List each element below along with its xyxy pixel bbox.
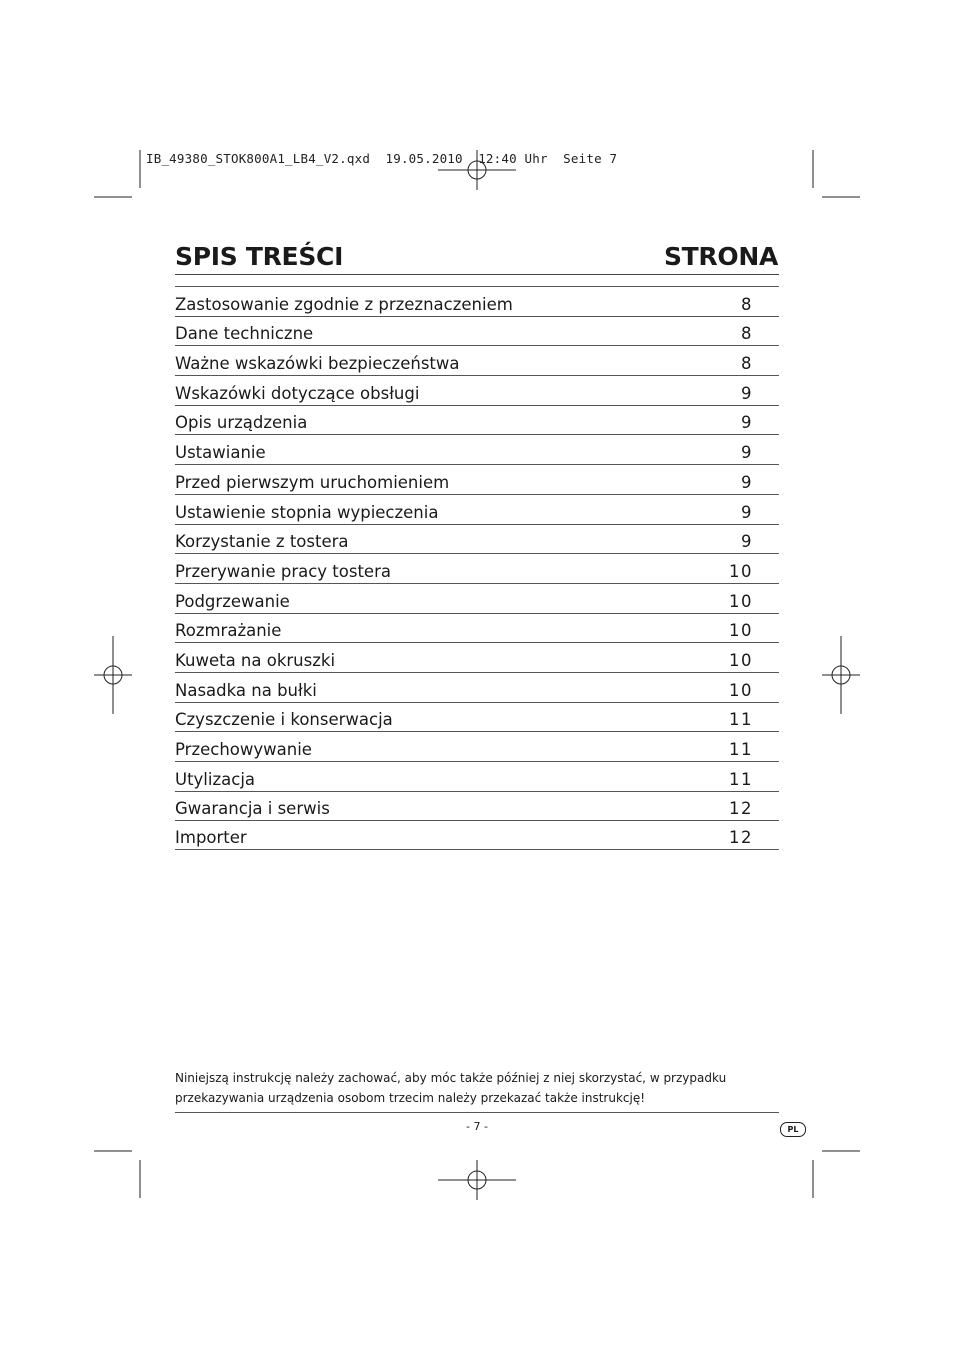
toc-entry-label: Kuweta na okruszki	[175, 650, 336, 670]
toc-entry-page: 8	[741, 324, 753, 344]
toc-entry	[175, 791, 779, 821]
title-divider	[175, 274, 779, 275]
toc-entry-label: Rozmrażanie	[175, 621, 282, 641]
toc-entry-page: 10	[729, 561, 753, 581]
toc-entry-page: 8	[741, 354, 753, 374]
toc-entry-page: 10	[729, 680, 753, 700]
toc-entry	[175, 583, 779, 613]
toc-entry-label: Podgrzewanie	[175, 591, 290, 611]
toc-entry-page: 9	[741, 443, 753, 463]
toc-entry	[175, 553, 779, 583]
toc-entry	[175, 405, 779, 435]
toc-entry-label: Gwarancja i serwis	[175, 799, 330, 819]
footer-note	[175, 1069, 735, 1108]
toc-entry-label: Zastosowanie zgodnie z przeznaczeniem	[175, 294, 513, 314]
footer-note-line: przekazywania urządzenia osobom trzecim należy przekazać także instrukcję!	[175, 1090, 646, 1105]
toc-entry	[175, 761, 779, 791]
toc-entry-page: 12	[729, 799, 753, 819]
toc-entry-page: 10	[729, 591, 753, 611]
toc-entry-label: Dane techniczne	[175, 324, 314, 344]
file-info-header: IB_49380_STOK800A1_LB4_V2.qxd 19.05.2010 12:40 Uhr Seite 7	[146, 151, 618, 166]
toc-entry-label: Wskazówki dotyczące obsługi	[175, 383, 420, 403]
toc-entry-page: 11	[729, 740, 753, 759]
toc-entry	[175, 672, 779, 702]
footer-note-line: Niniejszą instrukcję należy zachować, aby móc także później z niej skorzystać, w przypadku	[175, 1071, 727, 1085]
toc-entry-label: Ustawianie	[175, 443, 266, 463]
toc-entry-label: Opis urządzenia	[175, 413, 308, 433]
footer-divider	[175, 1112, 779, 1113]
toc-entry-page: 8	[741, 294, 753, 314]
toc-entry	[175, 731, 779, 761]
toc-entry-label: Czyszczenie i konserwacja	[175, 710, 393, 730]
toc-entry	[175, 434, 779, 464]
toc-entry-page: 10	[729, 621, 753, 641]
registration-mark-bottom	[438, 1160, 516, 1200]
toc-entry	[175, 375, 779, 405]
toc-entry	[175, 642, 779, 672]
toc-entry-label: Ustawienie stopnia wypieczenia	[175, 502, 439, 522]
language-badge: PL	[780, 1122, 806, 1137]
toc-entry-label: Utylizacja	[175, 769, 256, 789]
registration-mark-right	[822, 636, 860, 714]
toc-entry-label: Przerywanie pracy tostera	[175, 561, 391, 581]
toc-entry	[175, 345, 779, 375]
toc-entry	[175, 494, 779, 524]
toc-entry-page: 9	[741, 532, 753, 552]
toc-entry-page: 9	[741, 413, 753, 433]
toc-list	[175, 286, 779, 850]
toc-entry-label: Importer	[175, 828, 247, 848]
toc-entry-page: 11	[729, 769, 753, 789]
toc-entry-label: Ważne wskazówki bezpieczeństwa	[175, 354, 460, 374]
toc-entry	[175, 316, 779, 346]
page-number: - 7 -	[466, 1120, 488, 1133]
toc-entry-label: Przed pierwszym uruchomieniem	[175, 472, 450, 492]
toc-entry-label: Przechowywanie	[175, 740, 312, 759]
toc-page-heading: STRONA	[663, 242, 778, 271]
registration-mark-left	[94, 636, 132, 714]
toc-title: SPIS TREŚCI	[175, 242, 344, 271]
toc-entry-page: 12	[729, 828, 753, 848]
toc-entry-label: Nasadka na bułki	[175, 680, 317, 700]
toc-entry	[175, 702, 779, 732]
toc-entry-page: 9	[741, 502, 753, 522]
toc-entry-page: 10	[729, 650, 753, 670]
toc-entry-page: 11	[729, 710, 753, 730]
toc-entry	[175, 286, 779, 316]
toc-entry	[175, 524, 779, 554]
toc-entry	[175, 820, 779, 850]
toc-entry-page: 9	[741, 472, 753, 492]
toc-entry-page: 9	[741, 383, 753, 403]
toc-entry	[175, 613, 779, 643]
toc-entry-label: Korzystanie z tostera	[175, 532, 349, 552]
toc-entry	[175, 464, 779, 494]
